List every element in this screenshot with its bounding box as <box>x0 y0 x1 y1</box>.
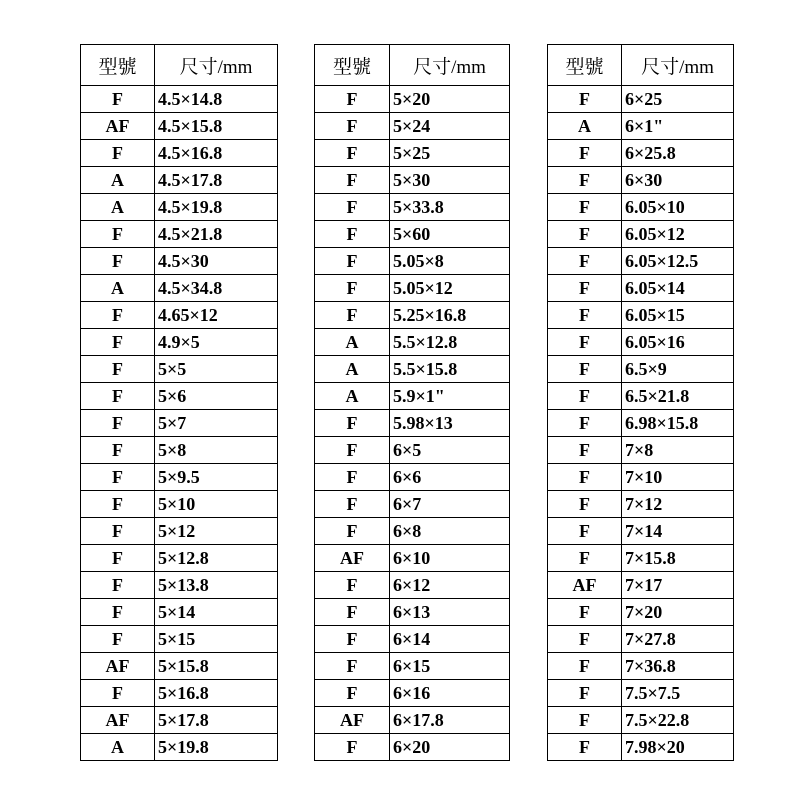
table-header <box>81 45 278 86</box>
table-row <box>81 626 278 653</box>
size-cell: 7×15.8 <box>622 545 734 572</box>
model-cell: F <box>548 221 622 248</box>
size-cell: 5.05×8 <box>390 248 510 275</box>
model-cell: F <box>81 545 155 572</box>
table-row <box>81 167 278 194</box>
size-cell: 5×25 <box>390 140 510 167</box>
size-cell: 5×15 <box>155 626 278 653</box>
model-cell: F <box>548 491 622 518</box>
model-cell: F <box>548 707 622 734</box>
model-cell: F <box>315 572 390 599</box>
size-cell: 4.5×30 <box>155 248 278 275</box>
table-row <box>315 464 510 491</box>
size-cell: 5×7 <box>155 410 278 437</box>
model-cell: F <box>548 437 622 464</box>
size-cell: 6.5×21.8 <box>622 383 734 410</box>
table-row <box>315 599 510 626</box>
size-cell: 5×12.8 <box>155 545 278 572</box>
model-cell: AF <box>548 572 622 599</box>
size-cell: 6×7 <box>390 491 510 518</box>
size-cell: 5×30 <box>390 167 510 194</box>
model-cell: F <box>548 383 622 410</box>
table-row <box>81 275 278 302</box>
size-cell: 5.5×12.8 <box>390 329 510 356</box>
model-cell: A <box>81 275 155 302</box>
size-cell: 6×10 <box>390 545 510 572</box>
model-cell: A <box>81 167 155 194</box>
size-cell: 5.5×15.8 <box>390 356 510 383</box>
table-row <box>81 86 278 113</box>
table-row <box>548 383 734 410</box>
size-cell: 6×25 <box>622 86 734 113</box>
table-row <box>81 464 278 491</box>
model-cell: F <box>548 410 622 437</box>
model-cell: F <box>315 680 390 707</box>
table-row <box>548 518 734 545</box>
model-cell: F <box>315 221 390 248</box>
table-row <box>81 329 278 356</box>
size-cell: 6×17.8 <box>390 707 510 734</box>
model-column-header: 型號 <box>315 45 390 86</box>
model-column-header: 型號 <box>81 45 155 86</box>
size-cell: 5×17.8 <box>155 707 278 734</box>
size-cell: 6×14 <box>390 626 510 653</box>
model-cell: F <box>81 140 155 167</box>
size-cell: 5.05×12 <box>390 275 510 302</box>
size-cell: 6.05×10 <box>622 194 734 221</box>
model-cell: F <box>81 329 155 356</box>
size-cell: 5×24 <box>390 113 510 140</box>
table-row <box>81 140 278 167</box>
size-cell: 7.5×7.5 <box>622 680 734 707</box>
model-cell: F <box>315 194 390 221</box>
header-row <box>548 45 734 86</box>
model-cell: F <box>315 626 390 653</box>
table-row <box>81 653 278 680</box>
size-cell: 5×8 <box>155 437 278 464</box>
size-cell: 5×15.8 <box>155 653 278 680</box>
model-cell: F <box>81 383 155 410</box>
table-row <box>315 86 510 113</box>
table-row <box>81 572 278 599</box>
size-cell: 5.98×13 <box>390 410 510 437</box>
size-cell: 5×19.8 <box>155 734 278 761</box>
table-row <box>315 626 510 653</box>
model-cell: F <box>315 491 390 518</box>
size-cell: 5×5 <box>155 356 278 383</box>
size-cell: 4.5×19.8 <box>155 194 278 221</box>
table-row <box>315 680 510 707</box>
table-row <box>548 86 734 113</box>
model-cell: F <box>315 410 390 437</box>
table-header <box>315 45 510 86</box>
table-header <box>548 45 734 86</box>
table-row <box>81 410 278 437</box>
size-cell: 5×16.8 <box>155 680 278 707</box>
size-cell: 5×9.5 <box>155 464 278 491</box>
table-row <box>548 653 734 680</box>
table-row <box>315 167 510 194</box>
size-cell: 4.9×5 <box>155 329 278 356</box>
table-row <box>548 248 734 275</box>
model-cell: F <box>548 653 622 680</box>
size-cell: 6.05×16 <box>622 329 734 356</box>
model-cell: AF <box>315 545 390 572</box>
size-cell: 4.5×16.8 <box>155 140 278 167</box>
model-cell: A <box>548 113 622 140</box>
size-cell: 5×60 <box>390 221 510 248</box>
table-row <box>548 626 734 653</box>
model-cell: F <box>548 680 622 707</box>
table-row <box>548 167 734 194</box>
size-cell: 4.65×12 <box>155 302 278 329</box>
table-row <box>81 356 278 383</box>
table-row <box>315 734 510 761</box>
size-cell: 7×12 <box>622 491 734 518</box>
model-cell: F <box>548 86 622 113</box>
table-row <box>81 707 278 734</box>
table-row <box>81 221 278 248</box>
size-cell: 6×25.8 <box>622 140 734 167</box>
size-cell: 6×13 <box>390 599 510 626</box>
size-cell: 5×20 <box>390 86 510 113</box>
table-row <box>315 194 510 221</box>
size-cell: 5.25×16.8 <box>390 302 510 329</box>
model-cell: F <box>81 221 155 248</box>
model-cell: F <box>548 626 622 653</box>
size-cell: 4.5×21.8 <box>155 221 278 248</box>
model-cell: F <box>81 680 155 707</box>
table-row <box>548 275 734 302</box>
table-row <box>81 518 278 545</box>
table-row <box>548 194 734 221</box>
table-row <box>548 734 734 761</box>
size-cell: 6×8 <box>390 518 510 545</box>
model-column-header: 型號 <box>548 45 622 86</box>
size-cell: 5.9×1" <box>390 383 510 410</box>
model-cell: F <box>548 167 622 194</box>
size-column-header: 尺寸/mm <box>155 45 278 86</box>
size-cell: 4.5×34.8 <box>155 275 278 302</box>
model-cell: F <box>81 410 155 437</box>
model-cell: F <box>548 599 622 626</box>
size-cell: 4.5×14.8 <box>155 86 278 113</box>
size-column-header: 尺寸/mm <box>622 45 734 86</box>
table-row <box>548 329 734 356</box>
table-row <box>81 248 278 275</box>
model-cell: AF <box>81 707 155 734</box>
model-cell: F <box>548 140 622 167</box>
size-cell: 5×33.8 <box>390 194 510 221</box>
model-cell: F <box>81 599 155 626</box>
model-cell: F <box>81 248 155 275</box>
model-cell: F <box>81 437 155 464</box>
model-cell: F <box>315 275 390 302</box>
size-cell: 7×36.8 <box>622 653 734 680</box>
model-cell: F <box>315 167 390 194</box>
model-cell: F <box>548 275 622 302</box>
model-cell: F <box>315 140 390 167</box>
table-row <box>548 356 734 383</box>
size-cell: 6.5×9 <box>622 356 734 383</box>
size-cell: 6.05×15 <box>622 302 734 329</box>
table-row <box>81 302 278 329</box>
size-cell: 6.98×15.8 <box>622 410 734 437</box>
table-row <box>81 113 278 140</box>
size-cell: 4.5×17.8 <box>155 167 278 194</box>
size-cell: 7×10 <box>622 464 734 491</box>
table-row <box>548 464 734 491</box>
model-cell: F <box>81 86 155 113</box>
model-cell: A <box>315 329 390 356</box>
header-row <box>315 45 510 86</box>
size-column-header: 尺寸/mm <box>390 45 510 86</box>
table-row <box>548 680 734 707</box>
model-cell: F <box>315 86 390 113</box>
table-row <box>315 518 510 545</box>
table-row <box>81 680 278 707</box>
model-cell: F <box>548 356 622 383</box>
model-cell: F <box>315 248 390 275</box>
size-cell: 6×1" <box>622 113 734 140</box>
header-row <box>81 45 278 86</box>
size-cell: 5×12 <box>155 518 278 545</box>
model-cell: F <box>81 464 155 491</box>
model-cell: AF <box>81 653 155 680</box>
spec-table-3 <box>547 44 734 761</box>
table-row <box>548 302 734 329</box>
table-row <box>548 707 734 734</box>
size-cell: 7×20 <box>622 599 734 626</box>
model-cell: F <box>315 734 390 761</box>
model-cell: A <box>315 356 390 383</box>
table-row <box>81 383 278 410</box>
model-cell: F <box>81 626 155 653</box>
table-row <box>548 410 734 437</box>
table-row <box>548 221 734 248</box>
model-cell: A <box>81 194 155 221</box>
model-cell: F <box>81 572 155 599</box>
model-cell: F <box>315 437 390 464</box>
table-row <box>315 437 510 464</box>
table-row <box>315 329 510 356</box>
size-cell: 7×27.8 <box>622 626 734 653</box>
size-cell: 6×5 <box>390 437 510 464</box>
table-row <box>315 356 510 383</box>
model-cell: F <box>81 356 155 383</box>
table-row <box>548 491 734 518</box>
model-cell: F <box>548 734 622 761</box>
model-cell: A <box>81 734 155 761</box>
table-row <box>315 572 510 599</box>
model-cell: F <box>548 194 622 221</box>
model-cell: F <box>315 653 390 680</box>
model-cell: F <box>81 518 155 545</box>
table-row <box>315 653 510 680</box>
table-row <box>315 221 510 248</box>
spec-table-1 <box>80 44 278 761</box>
table-body <box>81 86 278 761</box>
model-cell: F <box>548 545 622 572</box>
size-cell: 6×6 <box>390 464 510 491</box>
spec-table-2 <box>314 44 510 761</box>
size-cell: 7.98×20 <box>622 734 734 761</box>
model-cell: F <box>81 302 155 329</box>
size-cell: 7×17 <box>622 572 734 599</box>
table-body <box>548 86 734 761</box>
size-cell: 4.5×15.8 <box>155 113 278 140</box>
size-cell: 6.05×14 <box>622 275 734 302</box>
table-row <box>548 572 734 599</box>
size-cell: 6×15 <box>390 653 510 680</box>
size-cell: 6.05×12.5 <box>622 248 734 275</box>
model-cell: AF <box>81 113 155 140</box>
size-cell: 6×16 <box>390 680 510 707</box>
size-cell: 5×14 <box>155 599 278 626</box>
table-row <box>81 734 278 761</box>
model-cell: AF <box>315 707 390 734</box>
table-row <box>315 275 510 302</box>
table-row <box>315 248 510 275</box>
table-row <box>548 140 734 167</box>
model-cell: F <box>548 248 622 275</box>
size-cell: 6×12 <box>390 572 510 599</box>
model-cell: F <box>81 491 155 518</box>
table-row <box>315 491 510 518</box>
size-cell: 7×14 <box>622 518 734 545</box>
size-cell: 6.05×12 <box>622 221 734 248</box>
table-row <box>548 599 734 626</box>
table-row <box>81 194 278 221</box>
size-cell: 7×8 <box>622 437 734 464</box>
model-cell: F <box>315 113 390 140</box>
table-row <box>81 437 278 464</box>
model-cell: F <box>548 302 622 329</box>
table-row <box>81 491 278 518</box>
model-cell: F <box>315 464 390 491</box>
table-row <box>315 383 510 410</box>
table-row <box>81 599 278 626</box>
model-cell: F <box>315 518 390 545</box>
model-cell: F <box>548 329 622 356</box>
size-cell: 6×30 <box>622 167 734 194</box>
table-row <box>548 437 734 464</box>
table-row <box>315 302 510 329</box>
table-body <box>315 86 510 761</box>
size-cell: 5×6 <box>155 383 278 410</box>
table-row <box>315 545 510 572</box>
table-row <box>315 140 510 167</box>
model-cell: A <box>315 383 390 410</box>
table-row <box>81 545 278 572</box>
size-cell: 5×13.8 <box>155 572 278 599</box>
model-cell: F <box>548 518 622 545</box>
model-cell: F <box>548 464 622 491</box>
table-row <box>315 410 510 437</box>
size-cell: 5×10 <box>155 491 278 518</box>
table-row <box>315 707 510 734</box>
size-cell: 7.5×22.8 <box>622 707 734 734</box>
size-cell: 6×20 <box>390 734 510 761</box>
table-row <box>315 113 510 140</box>
model-cell: F <box>315 599 390 626</box>
table-row <box>548 545 734 572</box>
model-cell: F <box>315 302 390 329</box>
table-row <box>548 113 734 140</box>
